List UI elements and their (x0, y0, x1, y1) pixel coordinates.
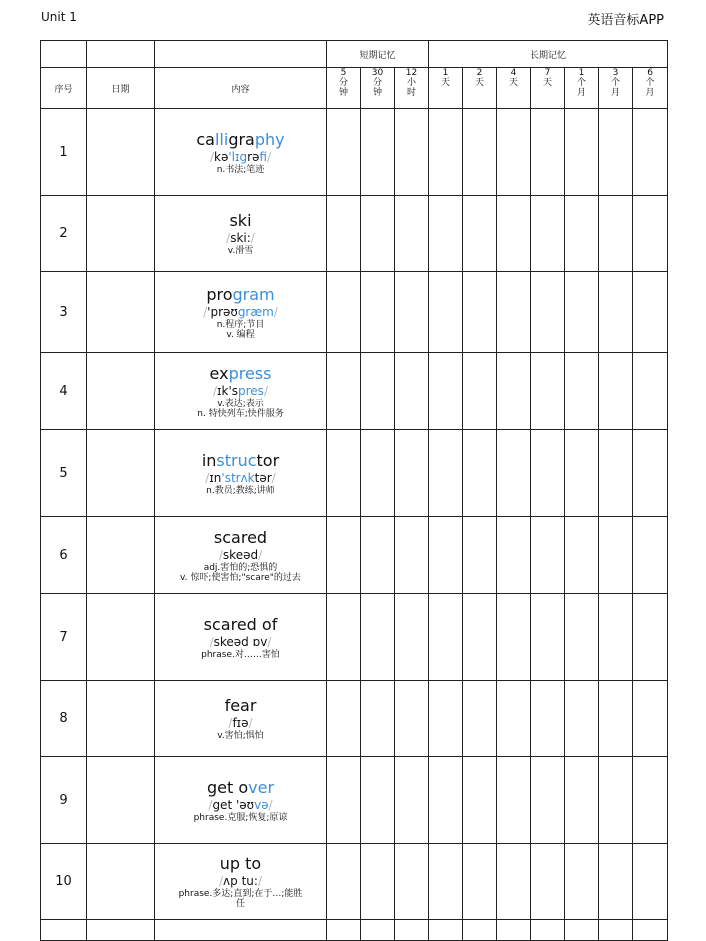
long-term-interval-header (531, 68, 565, 109)
long-term-interval-header (599, 68, 633, 109)
table-row (41, 109, 668, 196)
review-check-cell[interactable] (497, 109, 531, 196)
vocab-word (155, 696, 326, 715)
review-check-cell[interactable] (497, 430, 531, 517)
vocab-word (155, 364, 326, 383)
review-check-cell[interactable] (463, 196, 497, 272)
review-check-cell[interactable] (633, 196, 668, 272)
review-check-cell[interactable] (497, 844, 531, 920)
review-check-cell[interactable] (599, 757, 633, 844)
highlighted-segment: 'lɪg (228, 149, 248, 164)
text-segment: get 'əʊ (212, 797, 255, 812)
long-term-interval-header (429, 68, 463, 109)
interval-header-char: 天 (441, 78, 451, 88)
highlighted-segment: gram (232, 284, 275, 304)
text-segment: g (228, 129, 239, 149)
text-segment: 'prəʊ (207, 304, 238, 319)
interval-header-char: 4 (510, 68, 517, 78)
review-check-cell[interactable] (463, 109, 497, 196)
vocab-word (155, 615, 326, 634)
interval-header-char: 分 (338, 78, 348, 88)
highlighted-segment: fi (259, 149, 267, 164)
interval-header-char: 6 (647, 68, 653, 78)
phonetic-slash: / (209, 149, 215, 164)
review-check-cell[interactable] (565, 517, 599, 594)
review-check-cell[interactable] (599, 272, 633, 353)
phonetic-slash: / (213, 383, 218, 398)
row-number: 2 (41, 196, 87, 272)
content-cell (155, 430, 327, 517)
phonetic-slash: / (228, 716, 233, 730)
review-check-cell[interactable] (327, 757, 361, 844)
short-term-interval-header (327, 68, 361, 109)
review-check-cell[interactable] (531, 272, 565, 353)
text-segment: in (201, 450, 217, 470)
content-cell (155, 196, 327, 272)
phonetic-slash: / (268, 797, 273, 812)
review-check-cell[interactable] (565, 196, 599, 272)
phonetic-slash: / (266, 149, 272, 164)
index-column-header: 序号 (41, 68, 87, 109)
review-check-cell[interactable] (361, 196, 395, 272)
date-cell[interactable] (87, 353, 155, 430)
memory-table (40, 40, 668, 941)
interval-header-char: 个 (611, 78, 621, 88)
review-check-cell[interactable] (429, 517, 463, 594)
meaning: adj.害怕的;恐惧的 (203, 562, 278, 573)
content-cell (155, 681, 327, 757)
row-number: 6 (41, 517, 87, 594)
long-term-group-header: 长期记忆 (429, 41, 668, 68)
interval-header-char: 1 (442, 68, 449, 78)
vocab-word (155, 528, 326, 547)
short-term-interval-header (361, 68, 395, 109)
review-check-cell[interactable] (565, 430, 599, 517)
review-check-cell[interactable] (429, 844, 463, 920)
review-check-cell[interactable] (395, 430, 429, 517)
table-row (41, 196, 668, 272)
interval-header-char: 3 (612, 68, 619, 78)
short-term-group-header: 短期记忆 (327, 41, 429, 68)
long-term-interval-header (565, 68, 599, 109)
review-check-cell[interactable] (497, 594, 531, 681)
review-check-cell[interactable] (531, 594, 565, 681)
table-row (41, 681, 668, 757)
meaning: n. 特快列车;快件服务 (197, 408, 284, 419)
review-check-cell[interactable] (565, 594, 599, 681)
meaning: n.教员;教练;讲师 (206, 485, 275, 496)
row-number: 1 (41, 109, 87, 196)
text-segment: rə (247, 149, 260, 164)
vocab-word (155, 854, 326, 873)
phonetic (155, 716, 326, 731)
review-check-cell[interactable] (463, 844, 497, 920)
phonetic-slash: / (226, 231, 231, 245)
review-check-cell[interactable] (531, 196, 565, 272)
row-number: 10 (41, 844, 87, 920)
review-check-cell[interactable] (361, 272, 395, 353)
phonetic (155, 305, 326, 320)
phonetic-slash: / (258, 547, 263, 562)
phonetic (155, 798, 326, 813)
review-check-cell[interactable] (429, 594, 463, 681)
review-check-cell[interactable] (429, 757, 463, 844)
review-check-cell[interactable] (565, 353, 599, 430)
review-check-cell[interactable] (327, 109, 361, 196)
short-term-interval-header (395, 68, 429, 109)
content-cell (155, 844, 327, 920)
review-check-cell[interactable] (361, 430, 395, 517)
content-cell (155, 517, 327, 594)
review-check-cell[interactable] (531, 681, 565, 757)
meaning: n.书法;笔迹 (216, 164, 265, 175)
review-check-cell[interactable] (531, 517, 565, 594)
content-cell (155, 757, 327, 844)
table-row (41, 844, 668, 920)
highlighted-segment: ver (248, 777, 275, 797)
review-check-cell[interactable] (599, 681, 633, 757)
row-number: 4 (41, 353, 87, 430)
review-check-cell[interactable] (599, 844, 633, 920)
review-check-cell[interactable] (395, 594, 429, 681)
phonetic (155, 384, 326, 399)
review-check-cell[interactable] (531, 757, 565, 844)
vocab-word (155, 451, 326, 470)
review-check-cell[interactable] (429, 353, 463, 430)
phonetic (155, 874, 326, 889)
review-check-cell[interactable] (633, 681, 668, 757)
text-segment: tər (254, 470, 272, 485)
review-check-cell[interactable] (497, 272, 531, 353)
meaning: phrase.克服;恢复;原谅 (193, 812, 288, 823)
text-segment: kə (214, 149, 229, 164)
review-check-cell[interactable] (361, 353, 395, 430)
interval-header-char: 钟 (372, 88, 382, 98)
text-segment: ex (209, 363, 229, 383)
meaning: v.害怕;惧怕 (217, 731, 264, 741)
table-row (41, 272, 668, 353)
review-check-cell[interactable] (327, 272, 361, 353)
phonetic (155, 635, 326, 650)
vocab-word (155, 130, 326, 149)
review-check-cell[interactable] (463, 681, 497, 757)
interval-header-char: 5 (340, 68, 347, 78)
meaning: v. 惊吓;使害怕;"scare"的过去 (180, 572, 301, 583)
date-column-header: 日期 (87, 68, 155, 109)
date-cell[interactable] (87, 757, 155, 844)
review-check-cell[interactable] (395, 844, 429, 920)
review-check-cell[interactable] (565, 757, 599, 844)
date-cell[interactable] (87, 844, 155, 920)
phonetic-slash: / (257, 874, 262, 888)
interval-header-char: 钟 (338, 88, 348, 98)
interval-header-char: 月 (645, 88, 655, 98)
row-number: 3 (41, 272, 87, 353)
phonetic (155, 150, 326, 165)
review-check-cell[interactable] (531, 109, 565, 196)
row-number: 8 (41, 681, 87, 757)
highlighted-segment: phy (254, 129, 285, 149)
review-check-cell[interactable] (633, 517, 668, 594)
review-check-cell[interactable] (633, 757, 668, 844)
date-cell[interactable] (87, 430, 155, 517)
phonetic-slash: / (203, 304, 208, 319)
app-name: 英语音标APP (587, 13, 664, 28)
row-number: 9 (41, 757, 87, 844)
text-segment: ɪk's (217, 383, 239, 398)
review-check-cell[interactable] (429, 196, 463, 272)
review-check-cell[interactable] (395, 353, 429, 430)
phonetic (155, 231, 326, 246)
row-number: 7 (41, 594, 87, 681)
phonetic-slash: / (273, 304, 278, 319)
vocab-word (155, 211, 326, 230)
highlighted-segment: və (254, 797, 269, 812)
review-check-cell[interactable] (633, 272, 668, 353)
review-check-cell[interactable] (463, 517, 497, 594)
unit-label: Unit 1 (41, 10, 77, 24)
text-segment: ski (229, 211, 252, 230)
phonetic-slash: / (219, 874, 224, 888)
interval-header-char: 个 (577, 78, 587, 88)
review-check-cell[interactable] (463, 430, 497, 517)
meaning: v. 编程 (226, 329, 255, 340)
review-check-cell[interactable] (599, 353, 633, 430)
table-row (41, 757, 668, 844)
vocab-word (155, 778, 326, 797)
review-check-cell[interactable] (599, 196, 633, 272)
interval-header-char: 天 (509, 78, 519, 88)
meaning: v.表达;表示 (217, 398, 264, 409)
review-check-cell[interactable] (463, 594, 497, 681)
text-segment: ca (196, 129, 215, 149)
interval-header-char: 小 (407, 78, 417, 88)
content-cell (155, 109, 327, 196)
review-check-cell[interactable] (429, 681, 463, 757)
date-cell[interactable] (87, 681, 155, 757)
date-cell[interactable] (87, 109, 155, 196)
review-check-cell[interactable] (361, 757, 395, 844)
phonetic-slash: / (263, 383, 268, 398)
interval-header-char: 7 (544, 68, 551, 78)
phonetic-slash: / (218, 547, 223, 562)
review-check-cell[interactable] (361, 681, 395, 757)
review-check-cell[interactable] (327, 353, 361, 430)
interval-header-char: 1 (578, 68, 585, 78)
review-check-cell[interactable] (395, 757, 429, 844)
meaning: 任 (235, 899, 245, 909)
interval-header-char: 天 (543, 78, 553, 88)
review-check-cell[interactable] (361, 844, 395, 920)
review-check-cell[interactable] (599, 517, 633, 594)
vocab-word (155, 285, 326, 304)
review-check-cell[interactable] (565, 272, 599, 353)
blank-header-cell (41, 41, 87, 68)
text-segment: fɪə (232, 716, 249, 730)
long-term-interval-header (497, 68, 531, 109)
review-check-cell[interactable] (497, 353, 531, 430)
interval-header-char: 分 (372, 78, 382, 88)
review-check-cell[interactable] (633, 594, 668, 681)
review-check-cell[interactable] (361, 594, 395, 681)
blank-header-cell (87, 41, 155, 68)
text-segment: skeəd ɒv (213, 634, 268, 649)
content-cell (155, 353, 327, 430)
phonetic-slash: / (248, 716, 253, 730)
date-cell[interactable] (87, 272, 155, 353)
meaning: phrase.多达;直到;在于…;能胜 (178, 889, 303, 899)
text-segment: pro (206, 284, 233, 304)
row-number: 5 (41, 430, 87, 517)
table-row (41, 594, 668, 681)
meaning: phrase.对……害怕 (201, 649, 280, 660)
review-check-cell[interactable] (599, 594, 633, 681)
meaning: n.程序;节目 (216, 319, 265, 330)
review-check-cell[interactable] (395, 196, 429, 272)
interval-header-char: 个 (645, 78, 655, 88)
content-cell (155, 272, 327, 353)
text-segment: fear (224, 696, 257, 715)
highlighted-segment: lli (214, 129, 229, 149)
long-term-interval-header (633, 68, 668, 109)
interval-header-char: 30 (371, 68, 384, 78)
text-segment: ʌp tu: (223, 874, 258, 888)
review-check-cell[interactable] (565, 109, 599, 196)
long-term-interval-header (463, 68, 497, 109)
text-segment: tor (256, 450, 280, 470)
review-check-cell[interactable] (531, 844, 565, 920)
content-cell (155, 594, 327, 681)
review-check-cell[interactable] (327, 517, 361, 594)
highlighted-segment: græm (237, 304, 274, 319)
review-check-cell[interactable] (531, 430, 565, 517)
phonetic-slash: / (205, 470, 210, 485)
review-check-cell[interactable] (429, 109, 463, 196)
review-check-cell[interactable] (497, 681, 531, 757)
blank-header-cell (155, 41, 327, 68)
review-check-cell[interactable] (327, 430, 361, 517)
review-check-cell[interactable] (429, 430, 463, 517)
phonetic-slash: / (267, 634, 272, 649)
phonetic-slash: / (250, 231, 255, 245)
highlighted-segment: 'strʌk (221, 470, 255, 485)
review-check-cell[interactable] (565, 681, 599, 757)
content-column-header: 内容 (155, 68, 327, 109)
text-segment: ski: (230, 231, 251, 245)
phonetic (155, 471, 326, 486)
review-check-cell[interactable] (599, 109, 633, 196)
phonetic-slash: / (271, 470, 276, 485)
review-check-cell[interactable] (327, 594, 361, 681)
text-segment: ra (238, 129, 255, 149)
review-check-cell[interactable] (361, 517, 395, 594)
review-check-cell[interactable] (395, 272, 429, 353)
interval-header-char: 月 (611, 88, 621, 98)
review-check-cell[interactable] (633, 353, 668, 430)
interval-header-char: 天 (475, 78, 485, 88)
review-check-cell[interactable] (463, 272, 497, 353)
review-check-cell[interactable] (361, 109, 395, 196)
text-segment: ɪn (209, 470, 222, 485)
phonetic (155, 548, 326, 563)
date-cell[interactable] (87, 196, 155, 272)
review-check-cell[interactable] (395, 517, 429, 594)
date-cell[interactable] (87, 517, 155, 594)
review-check-cell[interactable] (429, 272, 463, 353)
interval-header-char: 时 (407, 88, 417, 98)
highlighted-segment: pres (238, 383, 264, 398)
date-cell[interactable] (87, 594, 155, 681)
review-check-cell[interactable] (599, 430, 633, 517)
highlighted-segment: press (228, 363, 272, 383)
table-row (41, 517, 668, 594)
review-check-cell[interactable] (633, 430, 668, 517)
review-check-cell[interactable] (633, 109, 668, 196)
text-segment: skeəd (222, 547, 259, 562)
highlighted-segment: struc (216, 450, 257, 470)
interval-header-char: 12 (405, 68, 418, 78)
review-check-cell[interactable] (633, 844, 668, 920)
table-row (41, 353, 668, 430)
review-check-cell[interactable] (531, 353, 565, 430)
review-check-cell[interactable] (395, 109, 429, 196)
text-segment: scared of (203, 614, 278, 634)
text-segment: get o (206, 777, 249, 797)
meaning: v.滑雪 (227, 246, 254, 256)
review-check-cell[interactable] (395, 681, 429, 757)
review-check-cell[interactable] (497, 517, 531, 594)
interval-header-char: 2 (476, 68, 483, 78)
interval-header-char: 月 (577, 88, 587, 98)
review-check-cell[interactable] (565, 844, 599, 920)
review-check-cell[interactable] (497, 757, 531, 844)
text-segment: scared (213, 527, 268, 547)
review-check-cell[interactable] (327, 681, 361, 757)
review-check-cell[interactable] (327, 844, 361, 920)
review-check-cell[interactable] (463, 757, 497, 844)
review-check-cell[interactable] (327, 196, 361, 272)
text-segment: up to (219, 854, 262, 873)
phonetic-slash: / (208, 797, 213, 812)
review-check-cell[interactable] (497, 196, 531, 272)
phonetic-slash: / (209, 634, 214, 649)
table-row (41, 430, 668, 517)
review-check-cell[interactable] (463, 353, 497, 430)
